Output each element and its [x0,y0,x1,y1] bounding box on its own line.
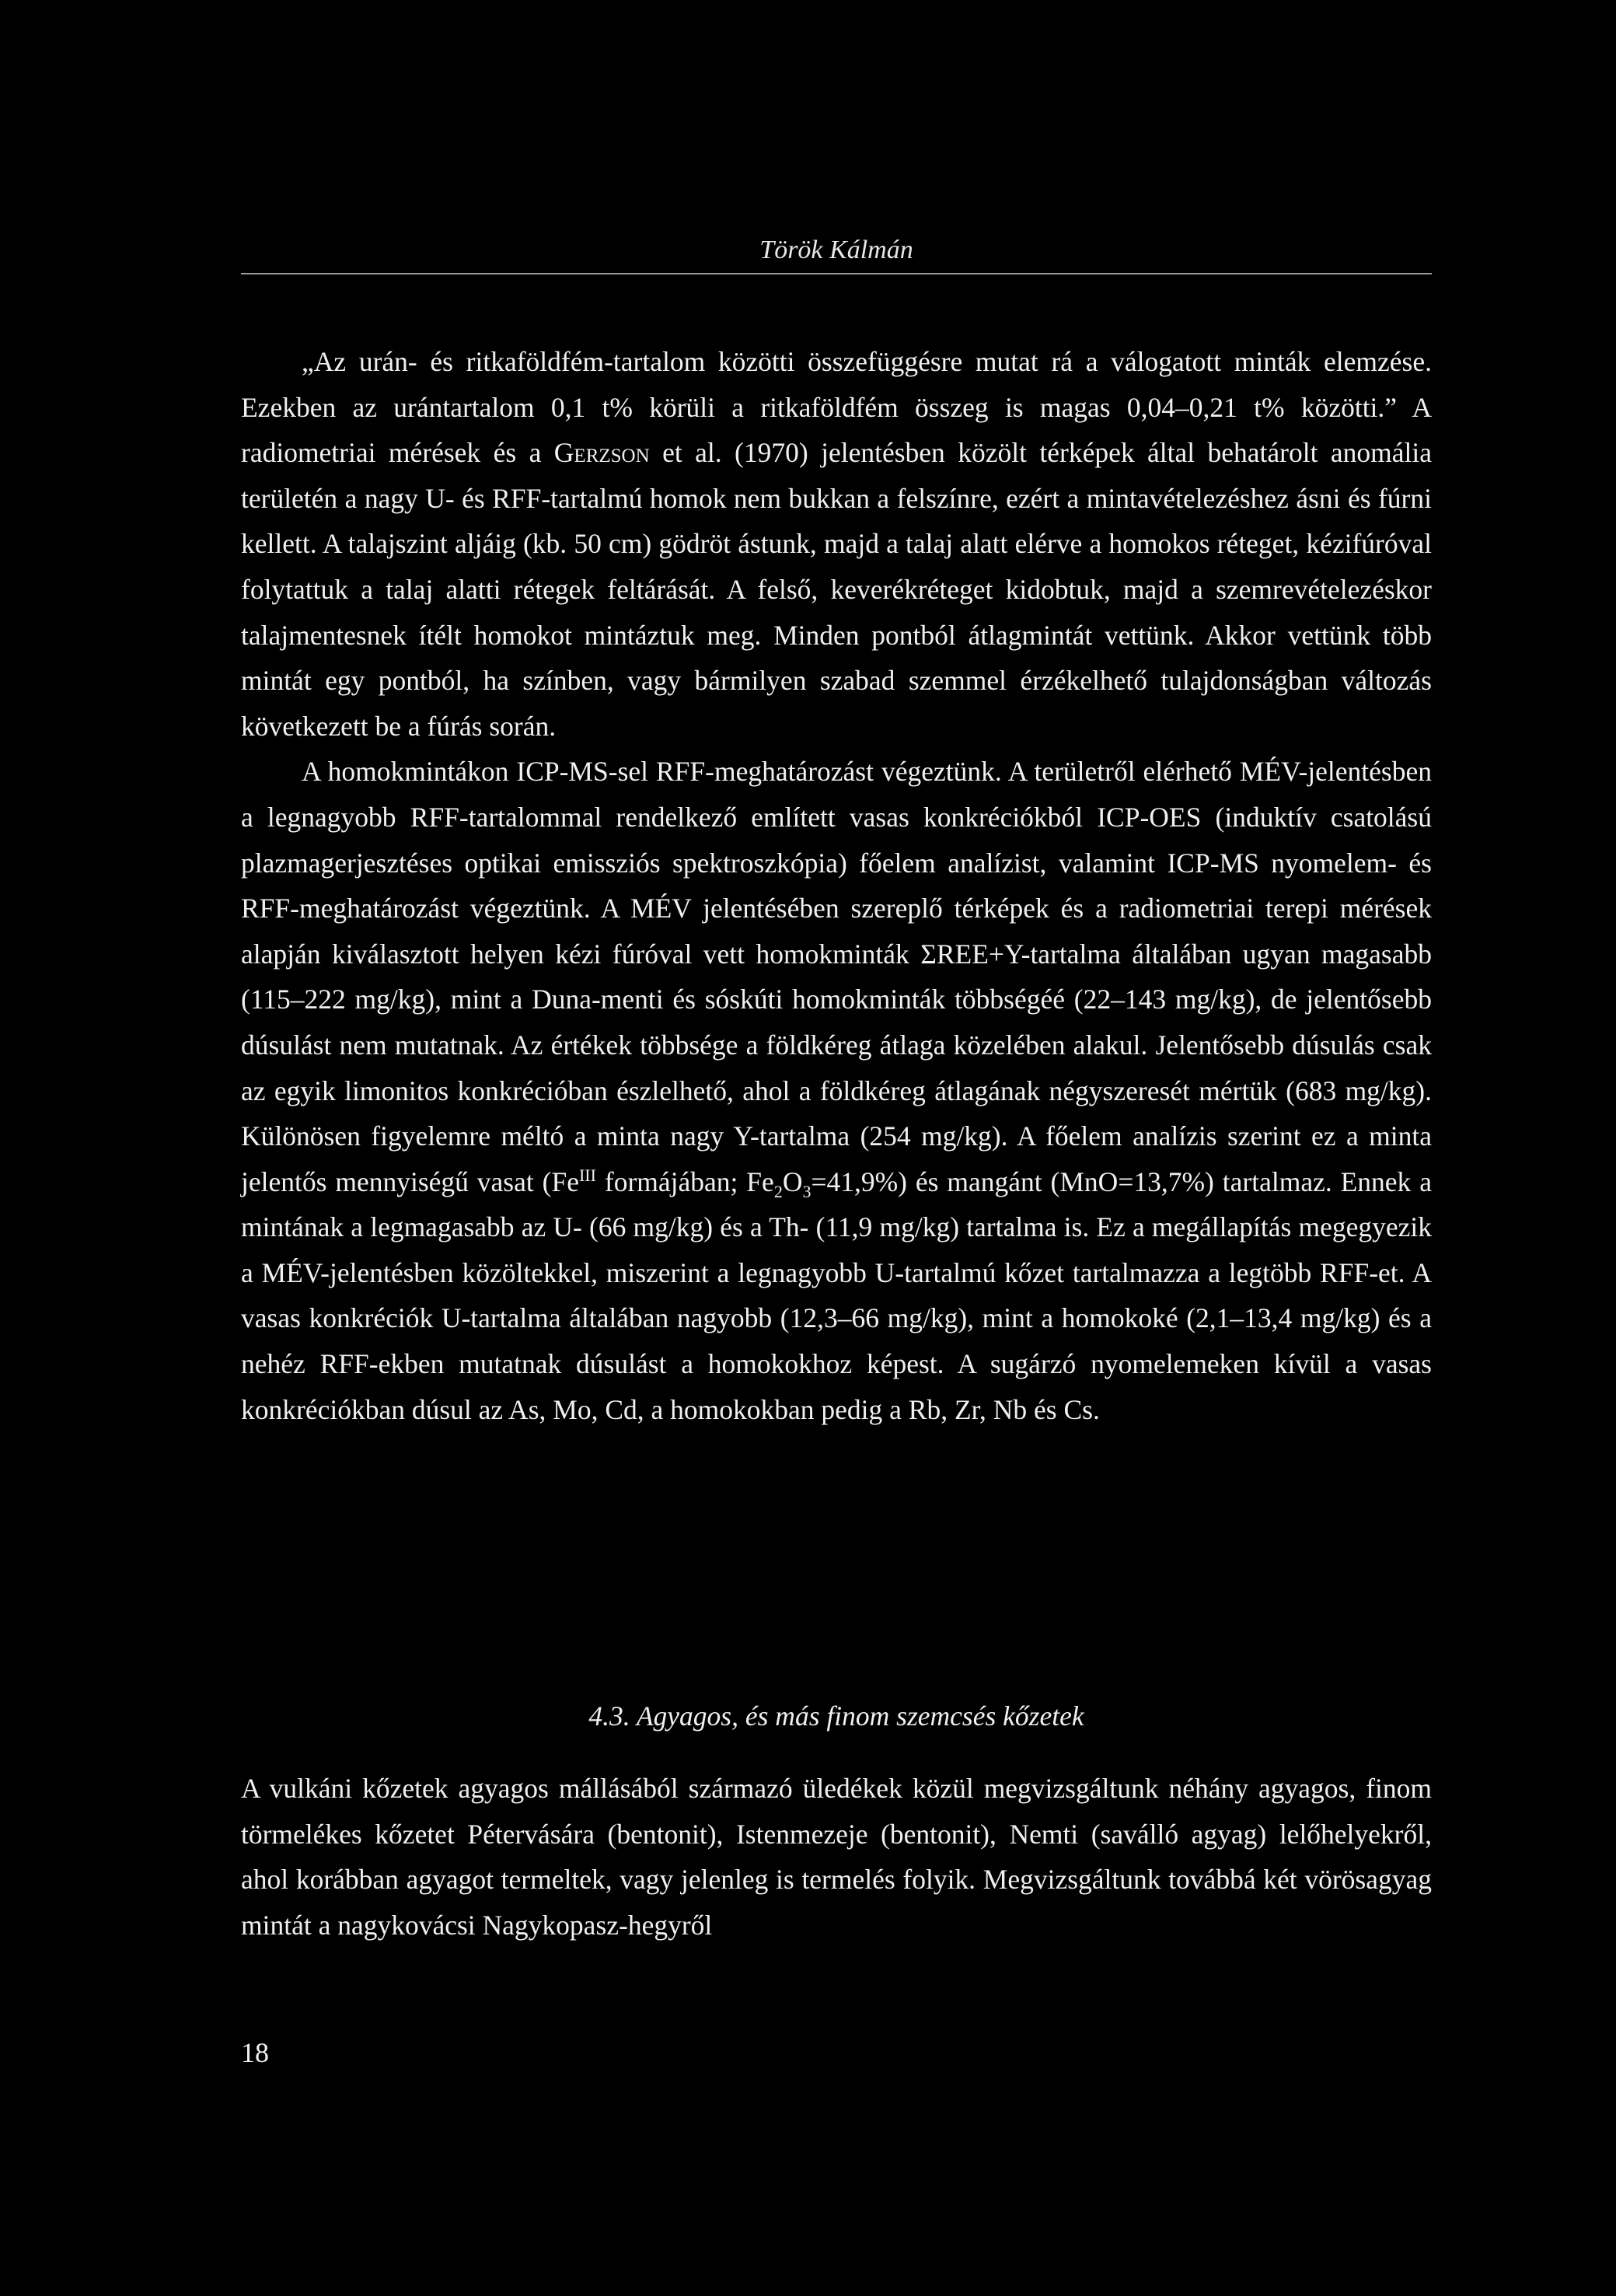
text-run: A homokmintákon ICP-MS-sel RFF-meghatározást végeztünk. A területről elérhető MÉV-jelentésben a legnagyobb RFF-tartalommal rendelkező említett vasas konkréciókból ICP-OES (induktív csatolású plazmagerjesztéses optikai emissziós spektroszkópia) főelem analízist, valamint ICP-MS nyomelem- és RFF-meghatározást végeztünk. A MÉV jelentésében szereplő térképek és a radiometriai terepi mérések alapján kiválasztott helyen kézi fúróval vett homokminták ΣREE+Y-tartalma általában ugyan magasabb (115–222 mg/kg), mint a Duna-menti és sóskúti homokminták többségéé (22–143 mg/kg), de jelentősebb dúsulást nem mutatnak. Az értékek többsége a földkéreg átlaga közelében alakul. Jelentősebb dúsulás csak az egyik limonitos konkrécióban észlelhető, ahol a földkéreg átlagának négyszeresét mértük (683 mg/kg). Különösen figyelemre méltó a minta nagy Y-tartalma (254 mg/kg). A főelem analízis szerint ez a minta jelentős mennyiségű vasat (Fe [241,756,1432,1197]
running-title: Török Kálmán [759,236,913,264]
text-run: =41,9%) és mangánt (MnO=13,7%) tartalmaz. Ennek a mintának a legmagasabb az U- (66 mg/kg) és a Th- (11,9 mg/kg) tartalma is. Ez a megállapítás megegyezik a MÉV-jelentésben közöltekkel, miszerint a legnagyobb U-tartalmú kőzet tartalmazza a legtöbb RFF-et. A vasas konkréciók U-tartalma általában nagyobb (12,3–66 mg/kg), mint a homokoké (2,1–13,4 mg/kg) és a nehéz RFF-ekben mutatnak dúsulást a homokokhoz képest. A sugárzó nyomelemeken kívül a vasas konkréciókban dúsul az As, Mo, Cd, a homokokban pedig a Rb, Zr, Nb és Cs. [241,1165,1432,1425]
paragraph [241,749,1432,1432]
text-run: „Az urán- és ritkaföldfém-tartalom közötti összefüggésre mutat rá a válogatott minták elemzése. Ezekben az urántartalom 0,1 t% körüli a ritkaföldfém összeg is magas 0,04–0,21 t% közötti.” A radiometriai mérések és a [241,346,1432,469]
page-number: 18 [241,2037,269,2068]
paragraph: A vulkáni kőzetek agyagos mállásából származó üledékek közül megvizsgáltunk néhány agyagos, finom törmelékes kőzetet Pétervására (bentonit), Istenmezeje (bentonit), Nemti (saválló agyag) lelőhelyekről, ahol korábban agyagot termeltek, vagy jelenleg is termelés folyik. Megvizsgáltunk továbbá két vörösagyag mintát a nagykovácsi Nagykopasz-hegyről [241,1773,1432,1941]
text-run: formájában; Fe [595,1165,774,1197]
main-text [241,339,1432,1432]
subscript: 2 [773,1181,783,1201]
section-heading: 4.3. Agyagos, és más finom szemcsés kőzetek [588,1700,1084,1732]
paragraph [241,339,1432,749]
author-name: Gerzson [553,437,650,469]
subscript: 3 [802,1181,811,1201]
header-rule [241,273,1432,274]
section-text [241,1766,1432,1948]
superscript: III [578,1165,596,1185]
text-run: et al. (1970) jelentésben közölt térképek által behatárolt anomália területén a nagy U- és RFF-tartalmú homok nem bukkan a felszínre, ezért a mintavételezéshez ásni és fúrni kellett. A talajszint aljáig (kb. 50 cm) gödröt ástunk, majd a talaj alatt elérve a homokos réteget, kézifúróval folytattuk a talaj alatti rétegek feltárását. A felső, keverékréteget kidobtuk, majd a szemrevételezéskor talajmentesnek ítélt homokot mintáztuk meg. Minden pontból átlagmintát vettünk. Akkor vettünk több mintát egy pontból, ha színben, vagy bármilyen szabad szemmel érzékelhető tulajdonságban változás következett be a fúrás során. [241,437,1432,742]
text-run: O [782,1165,803,1197]
